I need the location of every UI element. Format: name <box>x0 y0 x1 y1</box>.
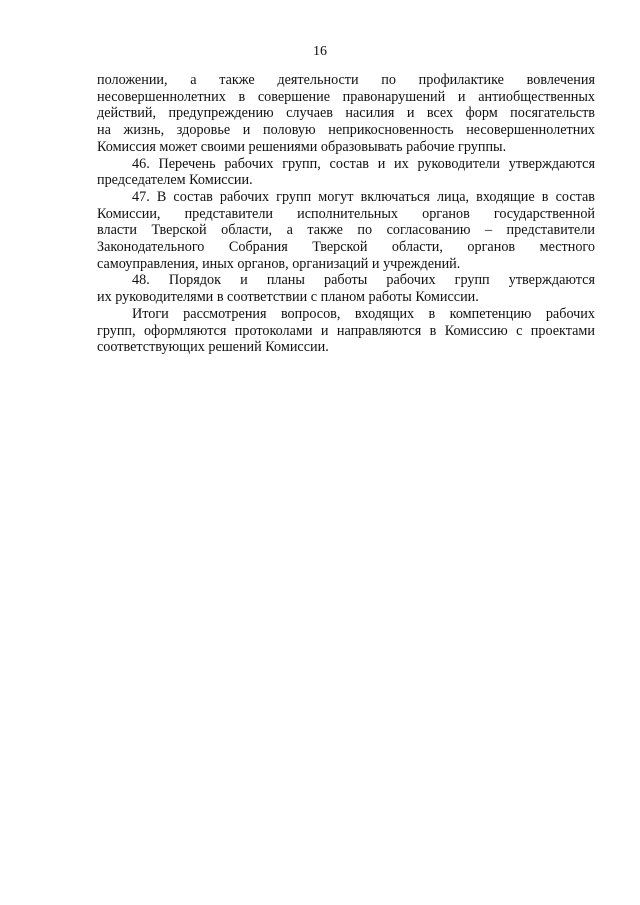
text-line: положении, а также деятельности по профилактике вовлечения <box>97 72 595 88</box>
text-line: власти Тверской области, а также по согласованию – представители <box>97 222 595 239</box>
text-line: несовершеннолетних в совершение правонарушений и антиобщественных <box>97 88 595 105</box>
text-line: 47. В состав рабочих групп могут включаться лица, входящие в состав <box>132 188 595 205</box>
text-line: самоуправления, иных органов, организаций и учреждений. <box>97 255 461 272</box>
text-line: Комиссия может своими решениями образовывать рабочие группы. <box>97 138 507 155</box>
paragraph-working-groups-intro <box>97 72 595 156</box>
text-line: 48. Порядок и планы работы рабочих групп утверждаются <box>132 272 595 289</box>
text-line: групп, оформляются протоколами и направляются в Комиссию с проектами <box>97 322 595 339</box>
paragraph-item-47 <box>97 189 595 273</box>
text-line: соответствующих решений Комиссии. <box>97 339 329 356</box>
text-line: председателем Комиссии. <box>97 172 253 189</box>
text-line: 46. Перечень рабочих групп, состав и их руководители утверждаются <box>132 155 595 172</box>
paragraph-item-46 <box>97 156 595 189</box>
text-line: на жизнь, здоровье и половую неприкосновенность несовершеннолетних <box>97 122 595 139</box>
paragraph-item-48 <box>97 272 595 305</box>
text-line: Законодательного Собрания Тверской области, органов местного <box>97 239 595 256</box>
document-body <box>97 72 595 356</box>
text-line: действий, предупреждению случаев насилия и всех форм посягательств <box>97 105 595 122</box>
text-line: Комиссии, представители исполнительных органов государственной <box>97 205 595 222</box>
paragraph-results <box>97 306 595 356</box>
text-line: Итоги рассмотрения вопросов, входящих в компетенцию рабочих <box>132 305 595 322</box>
page-number: 16 <box>313 44 327 59</box>
text-line: их руководителями в соответствии с планом работы Комиссии. <box>97 289 479 306</box>
